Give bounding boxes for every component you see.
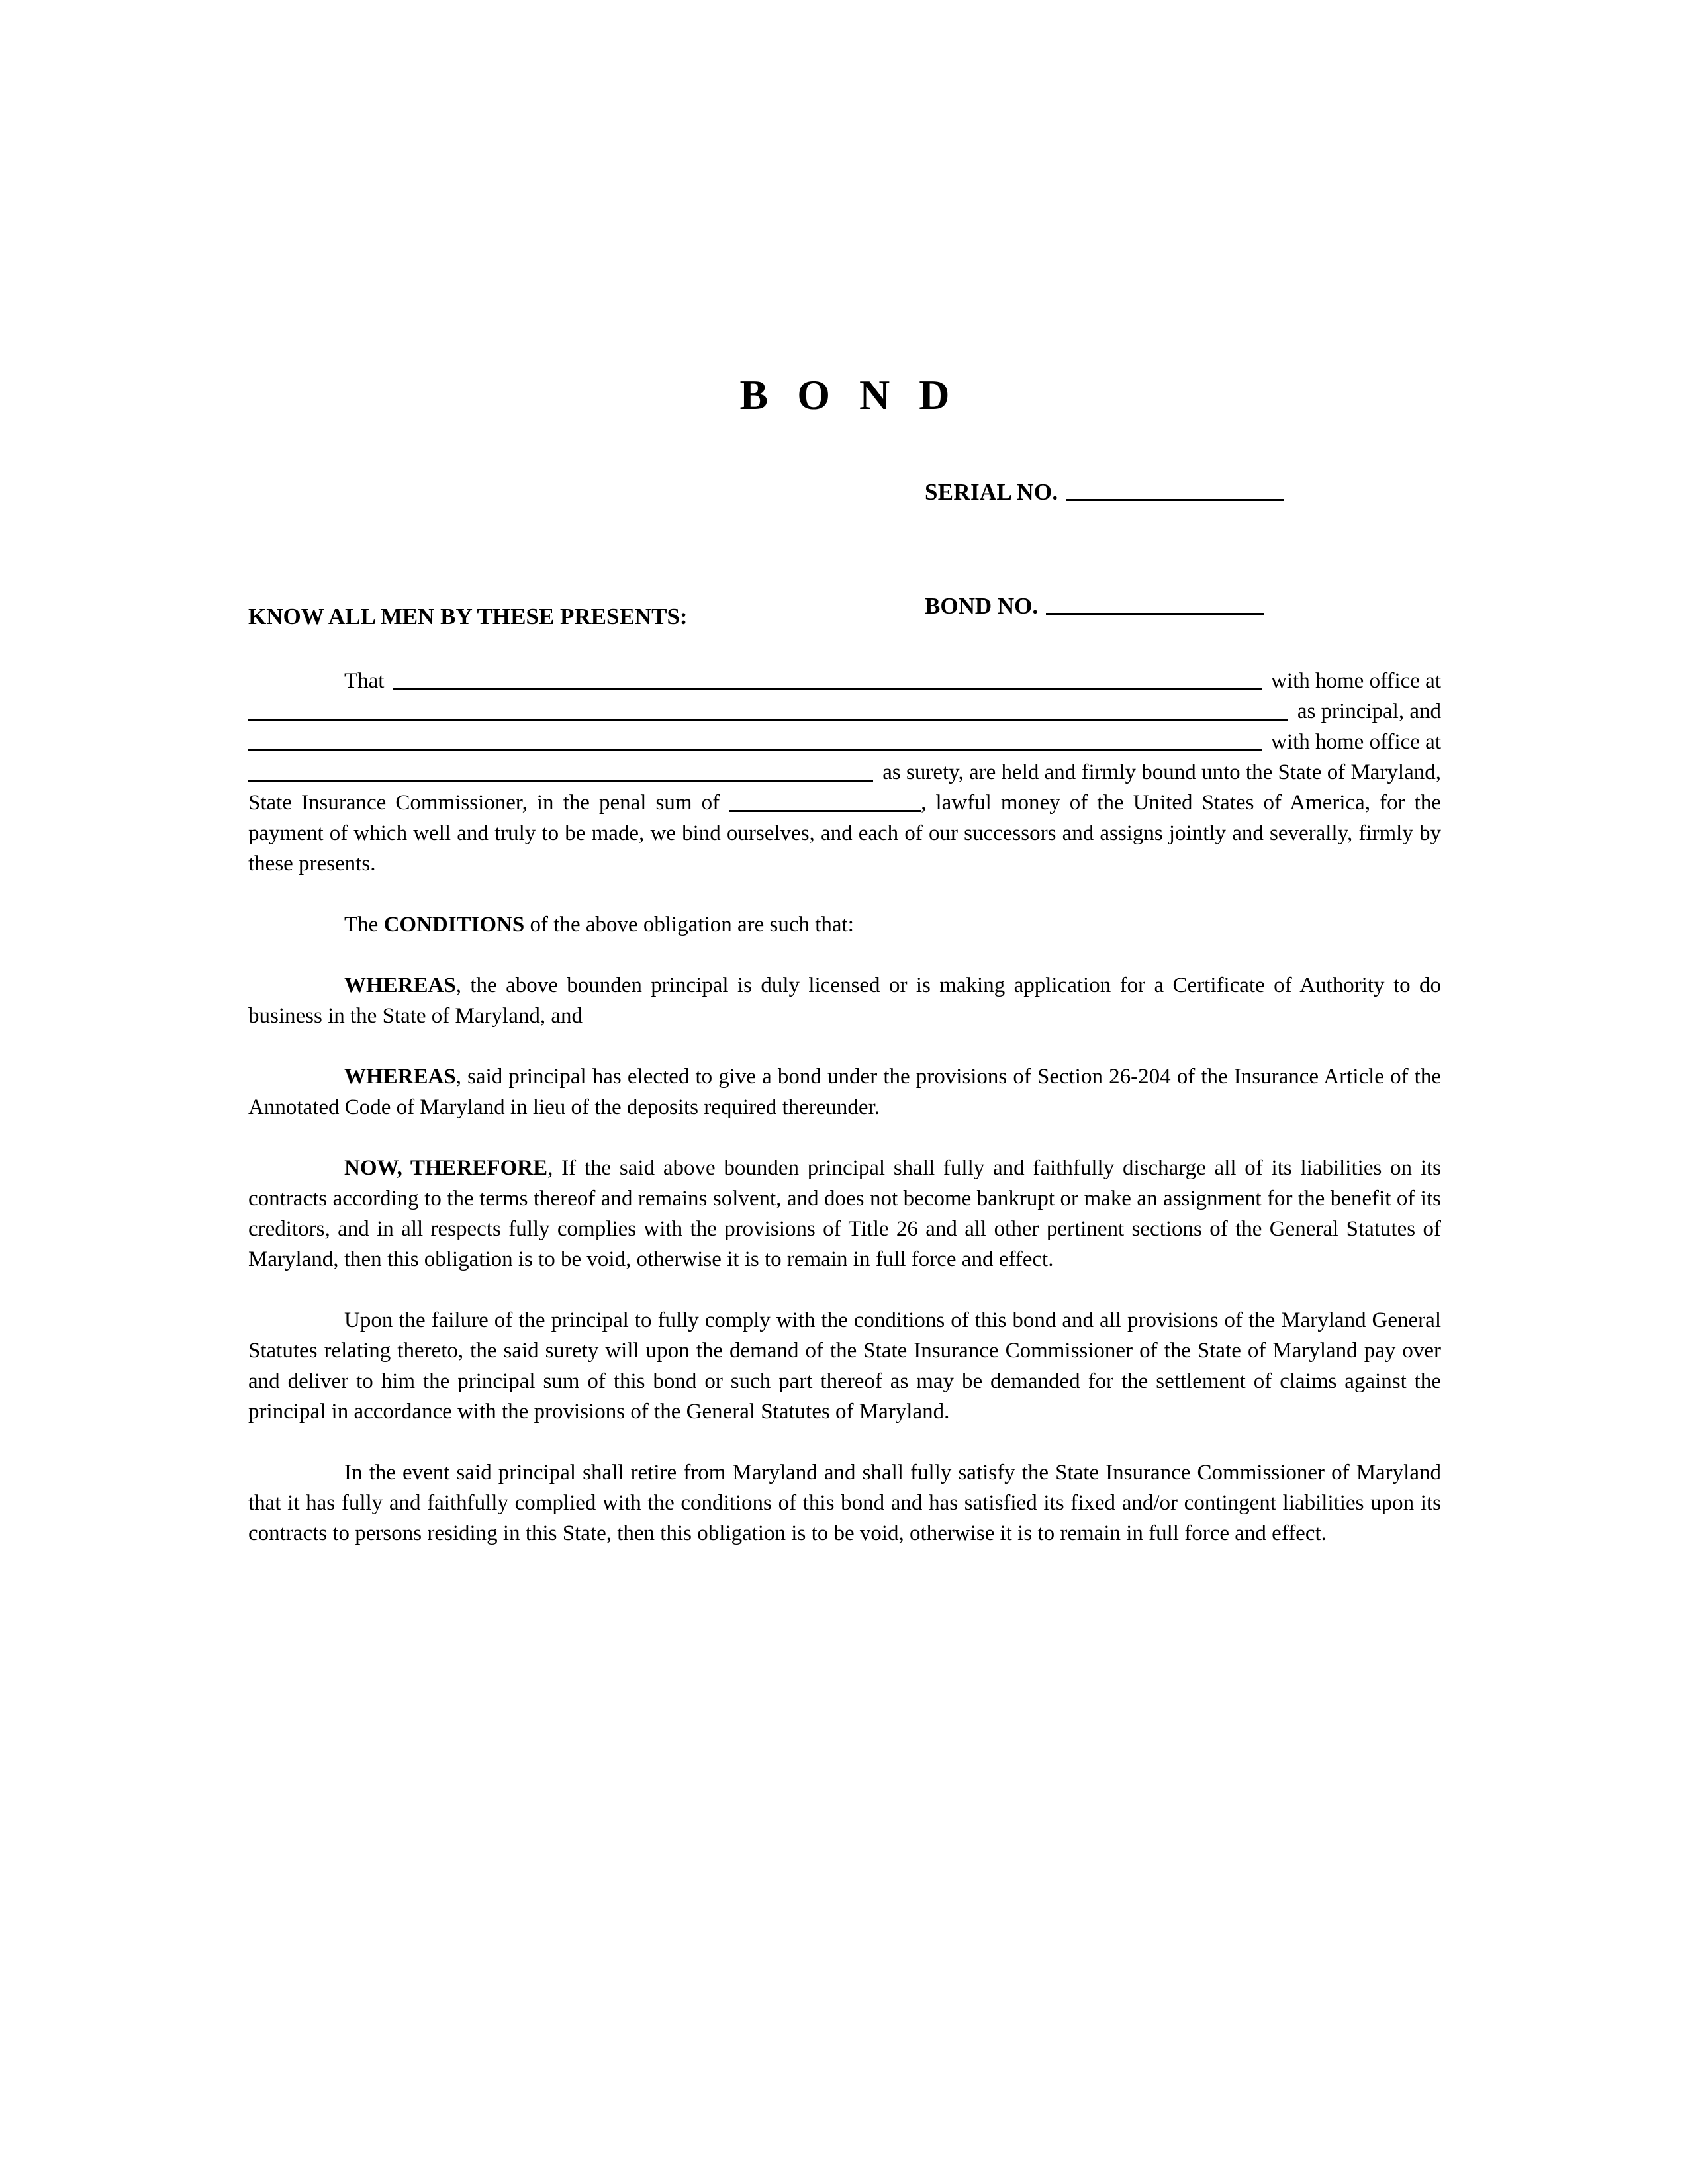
surety-address-input[interactable] (248, 779, 873, 782)
page-title: B O N D (739, 371, 959, 418)
clause-now-therefore (248, 1153, 1441, 1275)
principal-address-input[interactable] (248, 718, 1288, 721)
penal-sum-paragraph (248, 788, 1441, 879)
clause-text: In the event said principal shall retire from Maryland and shall fully satisfy the State Insurance Commissioner of Maryland that it has fully and faithfully complied with the conditions of this bond and has satisfied its fixed and/or contingent liabilities upon its contracts to persons residing in this State, then this obligation is to be void, otherwise it is to remain in full force and effect. (248, 1461, 1441, 1545)
clause-text: , If the said above bounden principal shall fully and faithfully discharge all of its liabilities on its contracts according to the terms thereof and remains solvent, and does not become bankrupt or make an assignment for the benefit of its creditors, and in all respects fully complies with the provisions of Title 26 and all other pertinent sections of the General Statutes of Maryland, then this obligation is to be void, otherwise it is to remain in full force and effect. (248, 1156, 1441, 1271)
with-home-office-at-label-1: with home office at (1271, 669, 1441, 693)
recital-line-principal-address (248, 696, 1441, 727)
spacer (248, 879, 1441, 909)
clause-keyword: WHEREAS (344, 974, 456, 997)
serial-number-label: SERIAL NO. (925, 479, 1058, 505)
spacer (248, 1031, 1441, 1062)
clause-upon-failure (248, 1305, 1441, 1427)
conditions-paragraph (248, 909, 1441, 940)
clause-whereas-elected-bond (248, 1062, 1441, 1122)
serial-number-input[interactable] (1066, 498, 1284, 501)
principal-name-input[interactable] (393, 688, 1262, 690)
spacer (248, 940, 1441, 970)
know-all-men-heading: KNOW ALL MEN BY THESE PRESENTS: (248, 604, 688, 629)
presents-and-bond-row (248, 593, 1441, 633)
penal-sum-after-text: , lawful money of the United States of America, for the payment of which well and truly to be made, we bind ourselves, and each of our successors and assigns jointly and severally, firmly by these presents. (248, 791, 1441, 876)
recital-block (248, 666, 1441, 1549)
clause-keyword: WHEREAS (344, 1065, 456, 1089)
spacer (248, 1122, 1441, 1153)
as-surety-bound-label: as surety, are held and firmly bound unto the State of Maryland, (882, 760, 1441, 784)
recital-line-surety-name (248, 727, 1441, 757)
bond-number-label: BOND NO. (925, 593, 1039, 619)
recital-line-surety-address (248, 757, 1441, 788)
penal-sum-before-text: State Insurance Commissioner, in the penal sum of (248, 791, 720, 815)
conditions-rest-text: of the above obligation are such that: (524, 913, 854, 936)
document-content (248, 0, 1441, 1549)
conditions-lead-text: The (344, 913, 384, 936)
spacer (248, 1275, 1441, 1305)
with-home-office-at-label-2: with home office at (1271, 730, 1441, 754)
recital-line-principal-name (248, 666, 1441, 696)
that-label: That (344, 669, 385, 693)
surety-name-input[interactable] (248, 749, 1262, 751)
clause-text: , said principal has elected to give a bond under the provisions of Section 26-204 of the Insurance Article of the Annotated Code of Maryland in lieu of the deposits required thereunder. (248, 1065, 1441, 1119)
clause-text: , the above bounden principal is duly licensed or is making application for a Certificate of Authority to do business in the State of Maryland, and (248, 974, 1441, 1028)
penal-sum-input[interactable] (729, 809, 921, 812)
clause-retire-from-maryland (248, 1457, 1441, 1549)
bond-number-row (925, 593, 1264, 619)
clause-text: Upon the failure of the principal to fully comply with the conditions of this bond and all provisions of the Maryland General Statutes relating thereto, the said surety will upon the demand of the State Insurance Commissioner of the State of Maryland pay over and deliver to him the principal sum of this bond or such part thereof as may be demanded for the settlement of claims against the principal in accordance with the provisions of the General Statutes of Maryland. (248, 1308, 1441, 1424)
clause-keyword: NOW, THEREFORE (344, 1156, 548, 1180)
serial-number-row (248, 479, 1441, 506)
as-principal-label: as principal, and (1297, 700, 1441, 723)
clause-whereas-licensed (248, 970, 1441, 1031)
bond-number-input[interactable] (1046, 612, 1264, 615)
conditions-keyword: CONDITIONS (383, 913, 525, 936)
spacer (248, 1427, 1441, 1457)
